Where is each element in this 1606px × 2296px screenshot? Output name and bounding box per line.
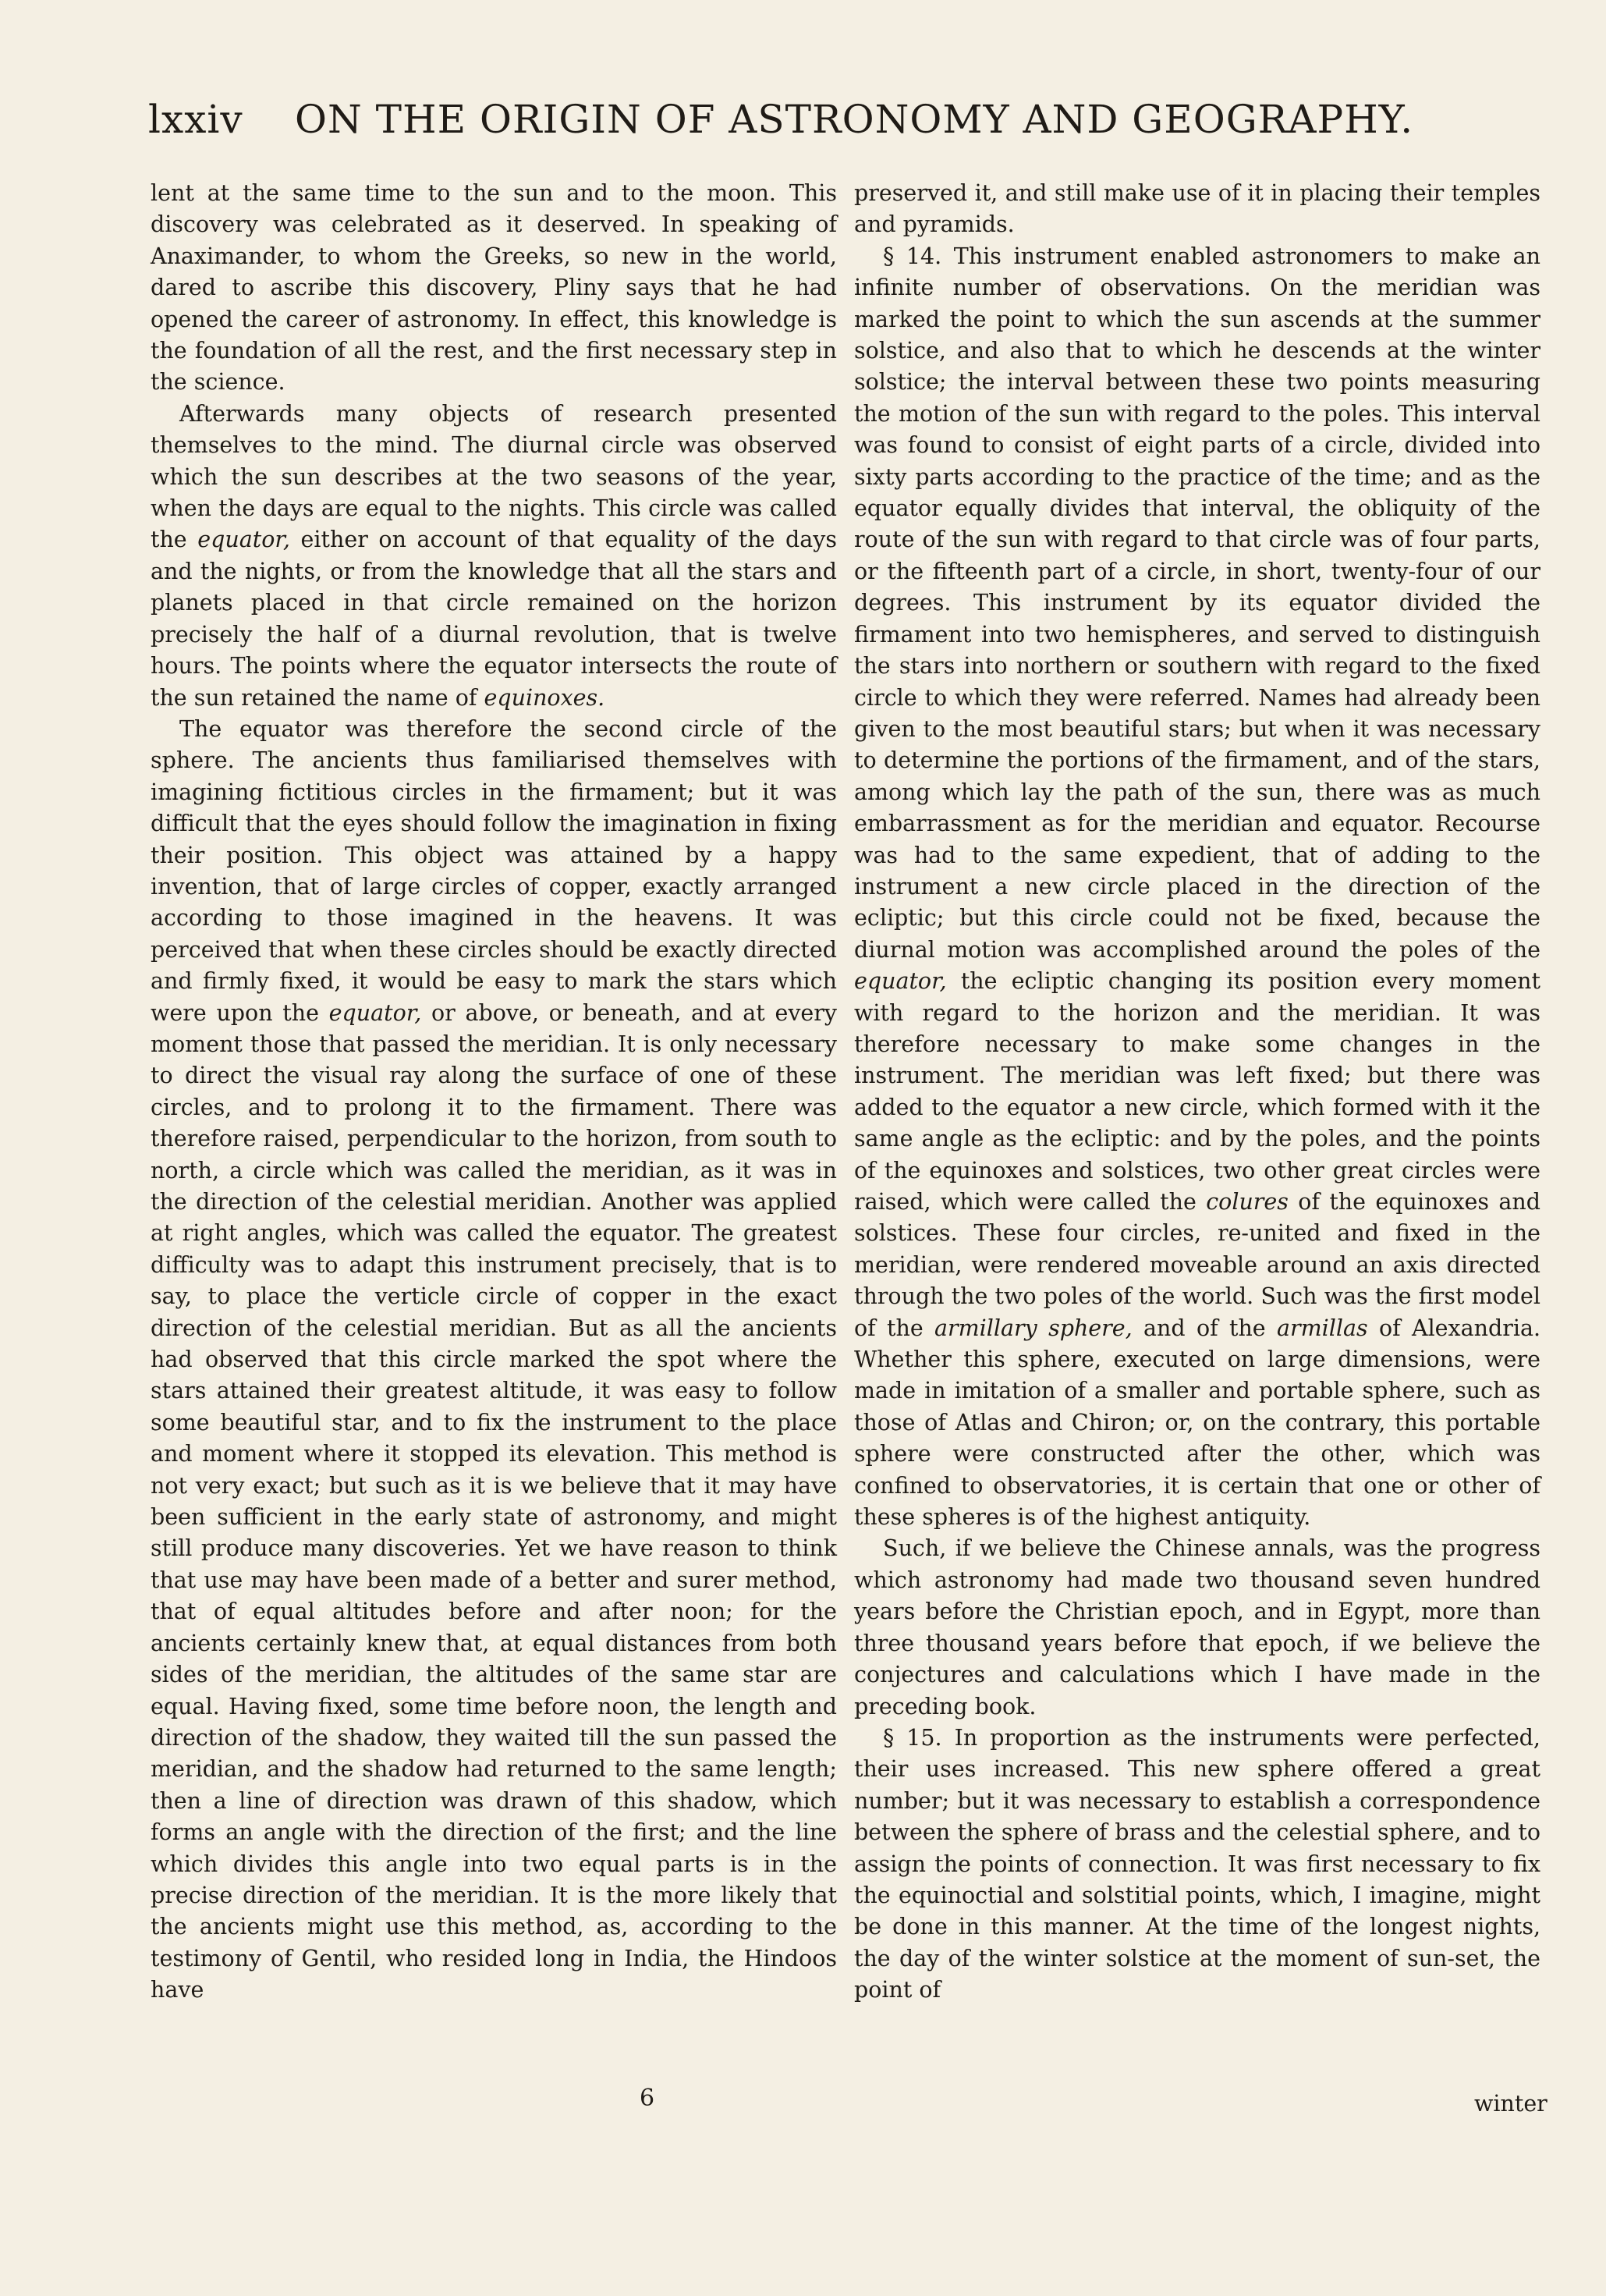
left-column (151, 178, 837, 2007)
catchword: winter (1474, 2091, 1548, 2117)
page-header (148, 92, 1583, 147)
paragraph: § 15. In proportion as the instruments were perfected, their uses increased. This new sphere offered a great number; but it was necessary to establish a correspondence between the sphere of brass and the celestial sphere, and to assign the points of connection. It was first necessary to fix the equinoctial and solstitial points, which, I imagine, might be done in this manner. At the time of the longest nights, the day of the winter solstice at the moment of sun-set, the point of (854, 1724, 1540, 2003)
right-column (854, 178, 1540, 2007)
paragraph: Afterwards many objects of research presented themselves to the mind. The diurnal circle was observed which the sun describes at the two seasons of the year, when the days are equal to the nights. This circle was called the equator, either on account of that equality of the days and the nights, or from the knowledge that all the stars and planets placed in that circle remained on the horizon precisely the half of a diurnal revolution, that is twelve hours. The points where the equator intersects the route of the sun retained the name of equinoxes. (151, 400, 838, 711)
running-title: ON THE ORIGIN OF ASTRONOMY AND GEOGRAPHY. (295, 97, 1414, 142)
signature-mark: 6 (640, 2085, 655, 2112)
paragraph: § 14. This instrument enabled astronomers to make an infinite number of observations. On the meridian was marked the point to which the sun ascends at the summer solstice, and also that to which he descends at the winter solstice; the interval between these two points measuring the motion of the sun with regard to the poles. This interval was found to consist of eight parts of a circle, divided into sixty parts according to the practice of the time; and as the equator equally divides that interval, the obliquity of the route of the sun with regard to that circle was of four parts, or the fifteenth part of a circle, in short, twenty-four of our degrees. This instrument by its equator divided the firmament into two hemispheres, and served to distinguish the stars into northern or southern with regard to the fixed circle to which they were referred. Names had already been given to the most beautiful stars; but when it was necessary to determine the portions of the firmament, and of the stars, among which lay the path of the sun, there was as much embarrassment as for the meridian and equator. Recourse was had to the same expedient, that of adding to the instrument a new circle placed in the direction of the ecliptic; but this circle could not be fixed, because the diurnal motion was accomplished around the poles of the equator, the ecliptic changing its position every moment with regard to the horizon and the meridian. It was therefore necessary to make some changes in the instrument. The meridian was left fixed; but there was added to the equator a new circle, which formed with it the same angle as the ecliptic: and by the poles, and the points of the equinoxes and solstices, two other great circles were raised, which were called the colures of the equinoxes and solstices. These four circles, re-united and fixed in the meridian, were rendered moveable around an axis directed through the two poles of the world. Such was the first model of the armillary sphere, and of the armillas of Alexandria. Whether this sphere, executed on large dimensions, were made in imitation of a smaller and portable sphere, such as those of Atlas and Chiron; or, on the contrary, this portable sphere were constructed after the other, which was confined to observatories, it is certain that one or other of these spheres is of the highest antiquity. (854, 243, 1541, 1531)
paragraph: Such, if we believe the Chinese annals, was the progress which astronomy had made two thousand seven hundred years before the Christian epoch, and in Egypt, more than three thousand years before that epoch, if we believe the conjectures and calculations which I have made in the preceding book. (854, 1535, 1540, 1719)
page-number: lxxiv (148, 97, 243, 142)
paragraph: The equator was therefore the second circle of the sphere. The ancients thus familiarised themselves with imagining fictitious circles in the firmament; but it was difficult that the eyes should follow the imagination in fixing their position. This object was attained by a happy invention, that of large circles of copper, exactly arranged according to those imagined in the heavens. It was perceived that when these circles should be exactly directed and firmly fixed, it would be easy to mark the stars which were upon the equator, or above, or beneath, and at every moment those that passed the meridian. It is only necessary to direct the visual ray along the surface of one of these circles, and to prolong it to the firmament. There was therefore raised, perpendicular to the horizon, from south to north, a circle which was called the meridian, as it was in the direction of the celestial meridian. Another was applied at right angles, which was called the equator. The greatest difficulty was to adapt this instrument precisely, that is to say, to place the verticle circle of copper in the exact direction of the celestial meridian. But as all the ancients had observed that this circle marked the spot where the stars attained their greatest altitude, it was easy to follow some beautiful star, and to fix the instrument to the place and moment where it stopped its elevation. This method is not very exact; but such as it is we believe that it may have been sufficient in the early state of astronomy, and might still produce many discoveries. Yet we have reason to think that use may have been made of a better and surer method, that of equal altitudes before and after noon; for the ancients certainly knew that, at equal distances from both sides of the meridian, the altitudes of the same star are equal. Having fixed, some time before noon, the length and direction of the shadow, they waited till the sun passed the meridian, and the shadow had returned to the same length; then a line of direction was drawn of this shadow, which forms an angle with the direction of the first; and the line which divides this angle into two equal parts is in the precise direction of the meridian. It is the more likely that the ancients might use this method, as, according to the testimony of Gentil, who resided long in India, the Hindoos have (151, 715, 838, 2003)
paragraph: lent at the same time to the sun and to the moon. This discovery was celebrated as it deserved. In speaking of Anaximander, to whom the Greeks, so new in the world, dared to ascribe this discovery, Pliny says that he had opened the career of astronomy. In effect, this knowledge is the foundation of all the rest, and the first necessary step in the science. (151, 180, 837, 396)
paragraph: preserved it, and still make use of it in placing their temples and pyramids. (854, 180, 1540, 238)
